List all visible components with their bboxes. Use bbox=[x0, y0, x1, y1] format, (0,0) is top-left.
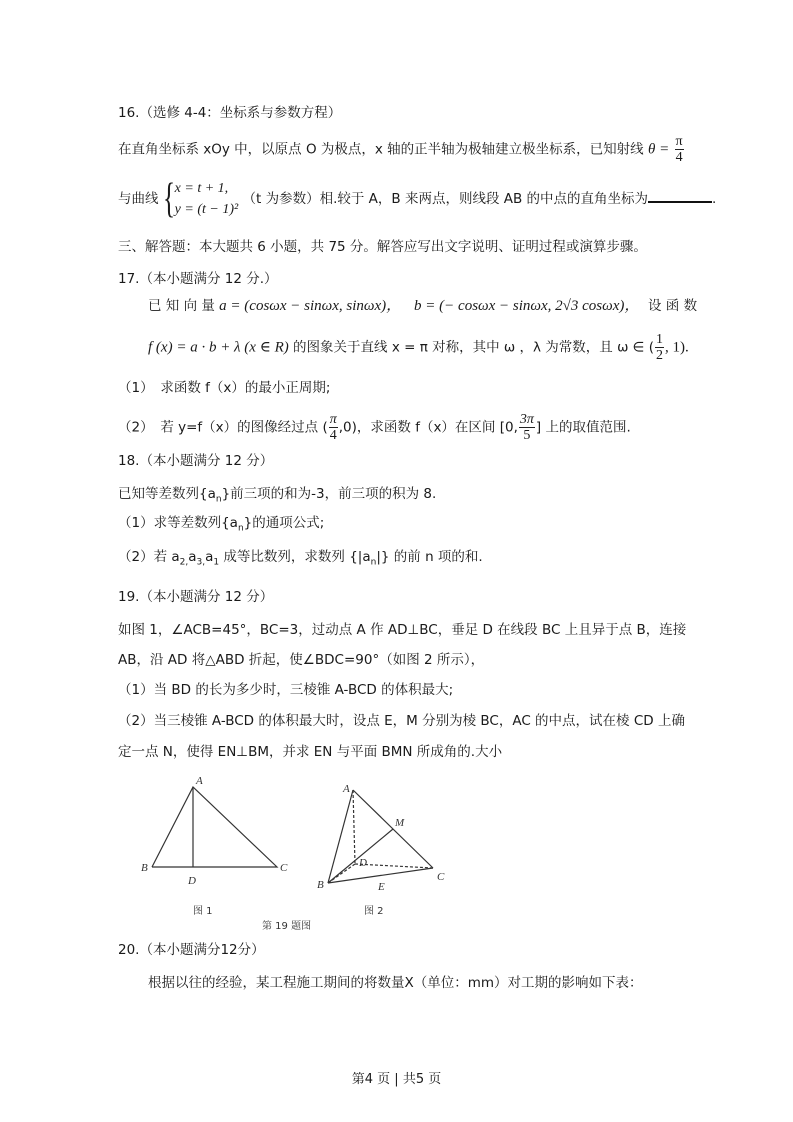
den: 4 bbox=[675, 150, 683, 165]
num: π bbox=[675, 134, 683, 149]
q19-part2a: （2）当三棱锥 A-BCD 的体积最大时，设点 E，M 分别为棱 BC，AC 的中点，试在棱 CD 上确 bbox=[118, 713, 685, 729]
t: （1）求等差数列{a bbox=[118, 515, 238, 531]
label-m: M bbox=[395, 817, 405, 829]
sub: n bbox=[215, 494, 222, 505]
t: a bbox=[188, 549, 197, 565]
vector-b: b = (− cosωx − sinωx, 2√3 cosωx)， bbox=[414, 298, 640, 314]
figure-1 bbox=[152, 787, 277, 867]
q16-prefix: 与曲线 bbox=[118, 191, 159, 207]
q19-part1: （1）当 BD 的长为多少时，三棱锥 A-BCD 的体积最大; bbox=[118, 682, 454, 698]
page-footer: 第4 页 | 共5 页 bbox=[351, 1072, 442, 1087]
label-d: D bbox=[188, 875, 196, 887]
text: （2） 若 y=f（x）的图像经过点 ( bbox=[118, 419, 328, 436]
sub: 3, bbox=[196, 557, 206, 568]
num: π bbox=[329, 412, 337, 427]
label-c: C bbox=[437, 871, 445, 883]
q20-title: 20.（本小题满分12分） bbox=[118, 942, 265, 958]
q17-title: 17.（本小题满分 12 分.） bbox=[118, 271, 278, 287]
function-def: f (x) = a · b + λ (x ∈ R) bbox=[148, 339, 289, 356]
t: 已知等差数列{a bbox=[118, 486, 216, 502]
text: ,0)，求函数 f（x）在区间 [0, bbox=[338, 419, 518, 436]
q20-line1: 根据以往的经验，某工程施工期间的将数量X（单位：mm）对工期的影响如下表： bbox=[148, 975, 643, 991]
q19-title: 19.（本小题满分 12 分） bbox=[118, 589, 274, 605]
section-3-heading: 三、解答题：本大题共 6 小题，共 75 分。解答应写出文字说明、证明过程或演算步骤。 bbox=[118, 239, 647, 255]
t: }前三项的和为-3，前三项的积为 8. bbox=[221, 486, 437, 502]
q16-suffix: （t 为参数）相.较于 A，B 来两点，则线段 AB 的中点的直角坐标为 bbox=[242, 191, 649, 207]
text: 设 函 数 bbox=[647, 298, 698, 314]
theta: θ = bbox=[647, 141, 670, 158]
q18-title: 18.（本小题满分 12 分） bbox=[118, 453, 274, 469]
q19-line1: 如图 1，∠ACB=45°，BC=3，过动点 A 作 AD⊥BC，垂足 D 在线段 BC 上且异于点 B，连接 bbox=[118, 622, 687, 638]
num: 3π bbox=[519, 412, 534, 427]
text: 已 知 向 量 bbox=[148, 298, 215, 314]
eq1: x = t + 1, bbox=[174, 181, 229, 196]
period: . bbox=[712, 191, 717, 207]
label-b: B bbox=[317, 879, 324, 891]
q19-part2b: 定一点 N，使得 EN⊥BM，并求 EN 与平面 BMN 所成角的.大小 bbox=[118, 744, 503, 760]
den: 2 bbox=[656, 348, 663, 363]
text: , 1). bbox=[665, 339, 689, 356]
sub: n bbox=[370, 557, 377, 568]
label-a: A bbox=[196, 775, 203, 787]
figure-2 bbox=[328, 790, 433, 883]
sub: 1 bbox=[213, 557, 220, 568]
label-a: A bbox=[343, 783, 350, 795]
t: （2）若 a bbox=[118, 549, 180, 565]
brace: { bbox=[162, 176, 175, 222]
text: 的图象关于直线 x = π 对称，其中 ω ，λ 为常数，且 ω ∈ ( bbox=[293, 339, 654, 356]
q16-title: 16.（选修 4-4：坐标系与参数方程） bbox=[118, 105, 342, 121]
sub: 2, bbox=[179, 557, 189, 568]
label-c: C bbox=[280, 862, 288, 874]
fig1-caption: 图 1 bbox=[193, 906, 213, 917]
q17-part1: （1） 求函数 f（x）的最小正周期; bbox=[118, 380, 331, 396]
den: 4 bbox=[329, 428, 337, 443]
label-e: E bbox=[378, 881, 385, 893]
vector-a: a = (cosωx − sinωx, sinωx)， bbox=[219, 298, 402, 314]
label-b: B bbox=[141, 862, 148, 874]
num: 1 bbox=[656, 332, 663, 347]
text: ] 上的取值范围. bbox=[535, 419, 631, 436]
sub: n bbox=[237, 523, 244, 534]
t: }的通项公式; bbox=[243, 515, 325, 531]
den: 5 bbox=[523, 428, 531, 443]
q19-line2: AB，沿 AD 将△ABD 折起，使∠BDC=90°（如图 2 所示）， bbox=[118, 652, 485, 668]
t: 成等比数列，求数列 {|a bbox=[219, 549, 371, 565]
q16-text: 在直角坐标系 xOy 中，以原点 O 为极点，x 轴的正半轴为极轴建立极坐标系，已知射线 bbox=[118, 141, 644, 158]
eq2: y = (t − 1)² bbox=[174, 202, 239, 217]
fig2-caption: 图 2 bbox=[364, 906, 384, 917]
figure-caption: 第 19 题图 bbox=[262, 921, 312, 932]
label-d: D bbox=[359, 857, 367, 869]
t: a bbox=[205, 549, 214, 565]
t: |} 的前 n 项的和. bbox=[376, 549, 483, 565]
